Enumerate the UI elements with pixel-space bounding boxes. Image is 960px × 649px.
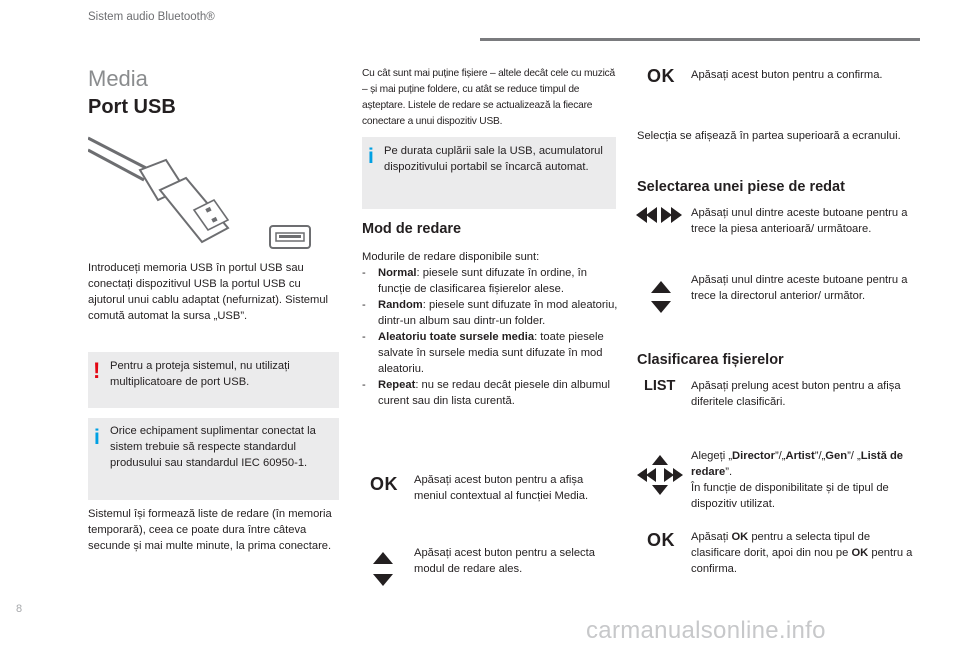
previous-next-arrows-icon [636, 207, 682, 223]
play-mode-heading: Mod de redare [362, 221, 462, 237]
playlists-text: Sistemul își formează liste de redare (în memoria temporară), ceea ce poate dura între câteva secunde și mai multe minute, la prima conectare. [88, 508, 332, 552]
list-item: - Normal: piesele sunt difuzate în ordine, în funcție de clasificarea fișierelor alese. [362, 267, 587, 295]
list-description: Apăsați prelung acest buton pentru a afișa diferitele clasificări. [691, 380, 901, 408]
info-icon: i [368, 145, 374, 168]
ok-confirm-text: Apăsați acest buton pentru a confirma. [691, 69, 883, 81]
list-item: - Random: piesele sunt difuzate în mod aleatoriu, dintr-un album sau dintr-un folder. [362, 299, 618, 327]
ok-final-text: Apăsați OK pentru a selecta tipul de clasificare dorit, apoi din nou pe OK pentru a confirma. [691, 531, 913, 575]
info-box [88, 418, 339, 500]
previous-next-description: Apăsați unul dintre aceste butoane pentru a trece la piesa anterioară/ următoare. [691, 207, 908, 235]
section-title: Media [88, 66, 148, 91]
ok-button-icon: OK [370, 474, 398, 494]
modes-intro: Modurile de redare disponibile sunt: [362, 251, 540, 263]
up-down-description: Apăsați acest buton pentru a selecta modul de redare ales. [414, 547, 595, 575]
page-title: Port USB [88, 96, 176, 118]
up-down-arrows-icon [373, 552, 393, 586]
usb-intro-text: Introduceți memoria USB în portul USB sau conectați dispozitivul USB la portul USB cu ajutorul unui cablu adaptat (nefurnizat). Sistemul comută automat la sursa „USB”. [88, 262, 329, 322]
list-item: - Repeat: nu se redau decât piesele din albumul curent sau din lista curentă. [362, 379, 610, 407]
usb-note-text: Cu cât sunt mai puține fișiere – altele decât cele cu muzică – și mai puține foldere, cu atât se reduce timpul de așteptare. Listele de redare se actualizează la fiecare conectare a unui dispozitiv USB. [362, 68, 616, 127]
up-down-description: Apăsați unul dintre aceste butoane pentru a trece la directorul anterior/ următor. [691, 274, 908, 302]
play-modes-list [362, 249, 618, 409]
watermark: carmanualsonline.info [586, 617, 826, 644]
usb-port-illustration-icon [88, 132, 318, 252]
warning-icon: ! [93, 358, 101, 383]
info-text: Orice echipament suplimentar conectat la sistem trebuie să respecte standardul produsului sau standardul IEC 60950-1. [110, 425, 316, 469]
sort-files-heading: Clasificarea fișierelor [637, 352, 784, 368]
ok-button-icon: OK [647, 66, 675, 86]
page-number: 8 [16, 603, 23, 615]
header-title: Sistem audio Bluetooth® [88, 11, 215, 23]
ok-button-icon: OK [647, 530, 675, 550]
header-divider [480, 38, 920, 41]
info-box-charging [362, 137, 616, 209]
navigation-arrows-icon [637, 455, 683, 495]
selection-shown-text: Selecția se afișează în partea superioară a ecranului. [637, 130, 901, 142]
warning-box [88, 352, 339, 408]
up-down-arrows-icon [651, 281, 671, 313]
choose-sort-text: Alegeți „Director”/„Artist”/„Gen”/ „Listă de redare”. În funcție de disponibilitate și de tipul de dispozitiv utilizat. [691, 450, 904, 510]
warning-text: Pentru a proteja sistemul, nu utilizați multiplicatoare de port USB. [110, 360, 290, 388]
list-item: - Aleatoriu toate sursele media: toate piesele salvate în sursele media sunt difuzate în mod aleatoriu. [362, 331, 604, 375]
info-icon: i [94, 426, 100, 449]
list-button-icon: LIST [644, 378, 676, 394]
ok-description: Apăsați acest buton pentru a afișa meniul contextual al funcției Media. [414, 474, 589, 502]
info-text: Pe durata cuplării sale la USB, acumulatorul dispozitivului portabil se încarcă automat. [384, 145, 603, 173]
select-track-heading: Selectarea unei piese de redat [637, 179, 845, 195]
